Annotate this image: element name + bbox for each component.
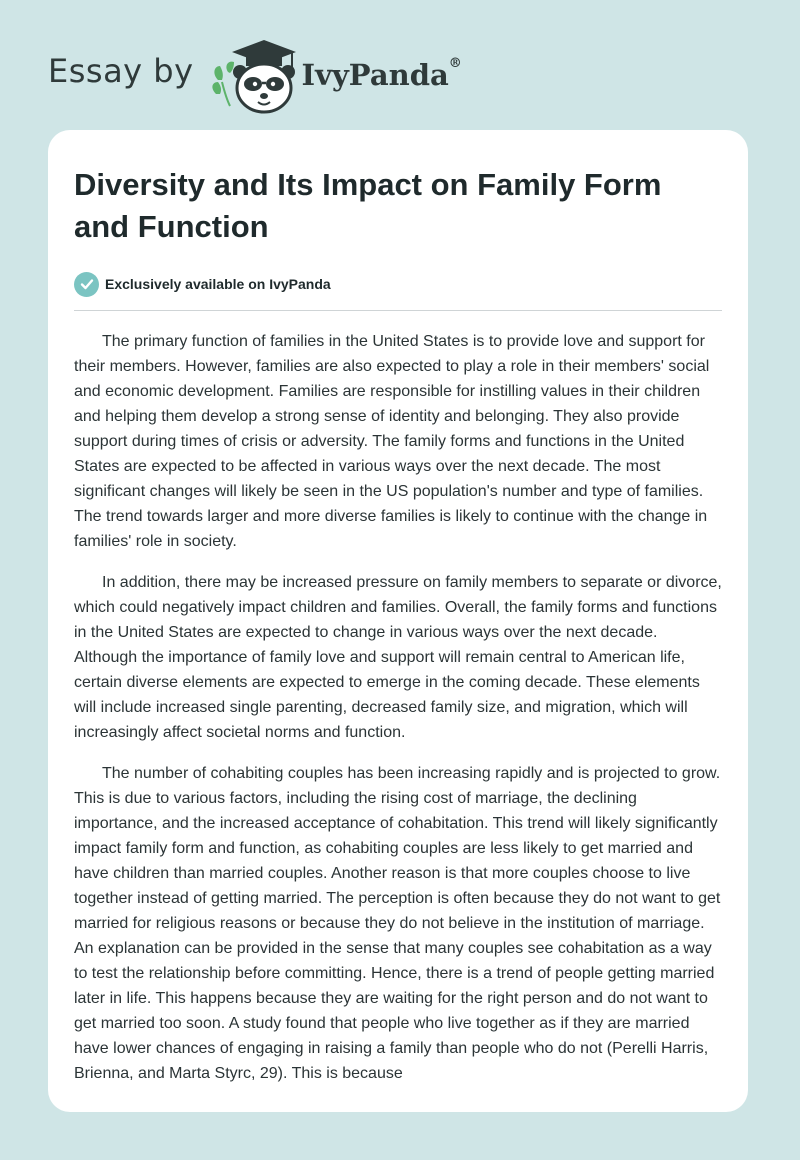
site-header (48, 36, 462, 116)
ivy-leaf-icon (212, 62, 234, 106)
exclusive-badge (74, 270, 722, 298)
paragraph: The primary function of families in the United States is to provide love and support for their members. However, families are also expected to play a role in their members' social and economic development. Families are responsible for instilling values in their children and helping them develop a strong sense of identity and belonging. They also provide support during times of crisis or adversity. The family forms and functions in the United States are expected to be affected in various ways over the next decade. The most significant changes will likely be seen in the US population's number and type of families. The trend towards larger and more diverse families is likely to continue with the change in families' role in society. (74, 333, 710, 550)
brand-name[interactable]: IvyPanda® (301, 56, 462, 92)
check-circle-icon (74, 272, 99, 297)
essay-by-label: Essay by (48, 52, 194, 90)
page-title: Diversity and Its Impact on Family Form and Function (74, 167, 662, 244)
paragraph: The number of cohabiting couples has been increasing rapidly and is projected to grow. This is due to various factors, including the rising cost of marriage, the declining importance, and the increased acceptance of cohabitation. This trend will likely significantly impact family form and function, as cohabiting couples are less likely to get married and have children than married couples. Another reason is that more couples choose to live together instead of getting married. The perception is often because they do not want to get married for religious reasons or because they do not believe in the institution of marriage. An explanation can be provided in the sense that many couples see cohabitation as a way to test the relationship before committing. Hence, there is a trend of people getting married later in life. This happens because they are waiting for the right person and do not want to get married too soon. A study found that people who live together as if they are married have lower chances of engaging in raising a family than people who do not (Perelli Harris, Brienna, and Marta Styrc, 29). This is because (74, 765, 721, 1082)
paragraph: In addition, there may be increased pressure on family members to separate or divorce, which could negatively impact children and families. Overall, the family forms and functions in the United States are expected to change in various ways over the next decade. Although the importance of family love and support will remain central to American life, certain diverse elements are expected to emerge in the coming decade. These elements will include increased single parenting, decreased family size, and migration, which will increasingly affect societal norms and function. (74, 574, 722, 741)
essay-card (48, 130, 748, 1112)
registered-mark: ® (448, 56, 462, 71)
divider (74, 310, 722, 311)
essay-body (74, 329, 722, 1086)
panda-graduate-icon[interactable] (208, 36, 298, 116)
exclusive-badge-label: Exclusively available on IvyPanda (105, 276, 331, 292)
